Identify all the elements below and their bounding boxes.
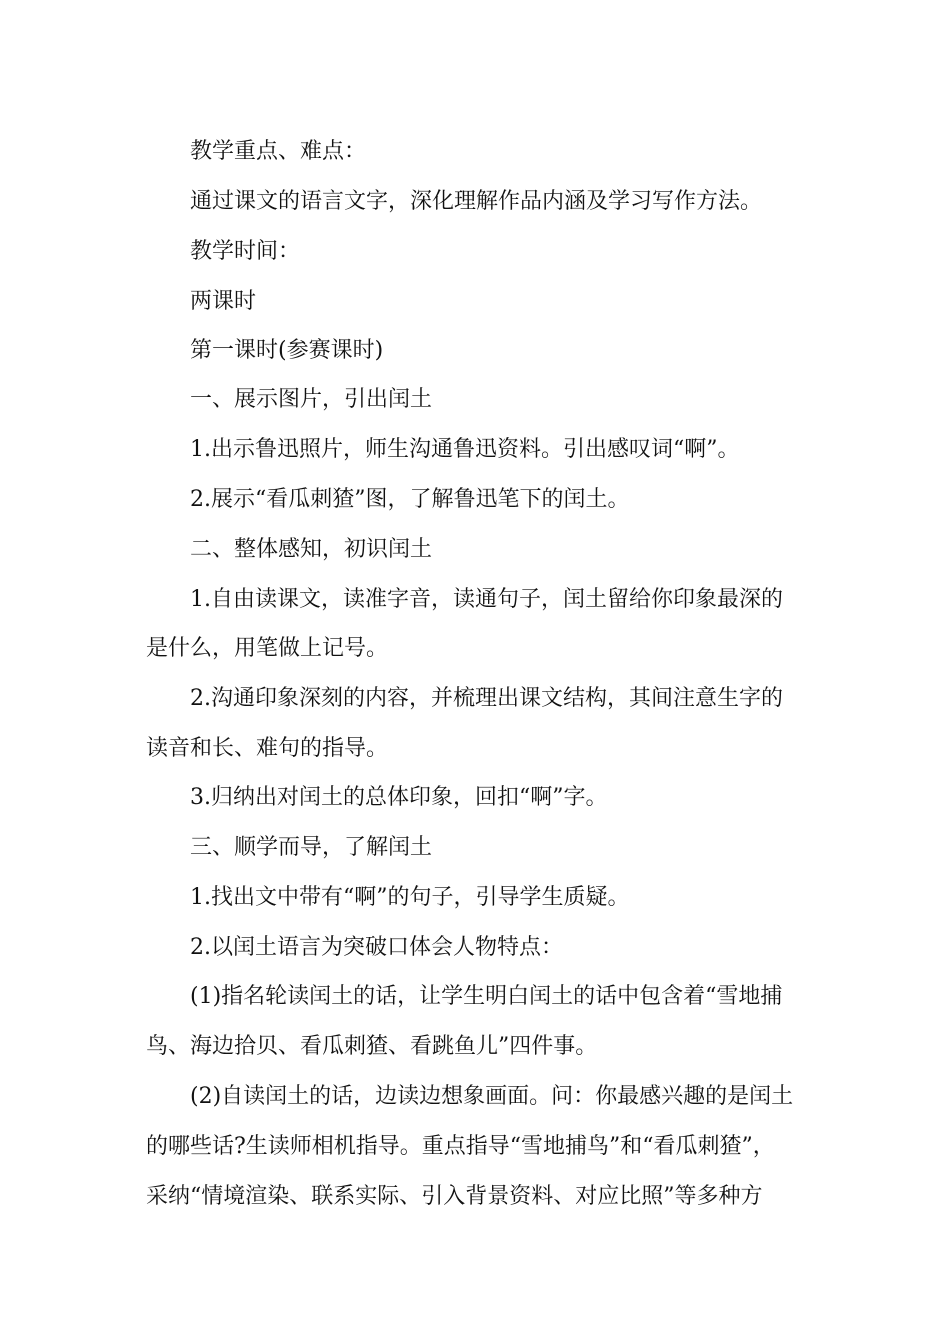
heading-first-lesson: 第一课时(参赛课时) bbox=[190, 338, 384, 363]
sub-list-item-continuation: 的哪些话?生读师相机指导。重点指导“雪地捕鸟”和“看瓜刺猹”， bbox=[146, 1134, 775, 1159]
sub-list-item: (2)自读闰土的话，边读边想象画面。问：你最感兴趣的是闰土 bbox=[190, 1084, 794, 1109]
list-item: 2.以闰土语言为突破口体会人物特点： bbox=[190, 935, 563, 960]
section-heading-3: 三、顺学而导，了解闰土 bbox=[190, 835, 433, 860]
sub-list-item-continuation: 鸟、海边拾贝、看瓜刺猹、看跳鱼儿”四件事。 bbox=[146, 1034, 598, 1059]
sub-list-item: (1)指名轮读闰土的话，让学生明白闰土的话中包含着“雪地捕 bbox=[190, 984, 783, 1009]
heading-teaching-time: 教学时间： bbox=[190, 239, 301, 264]
sub-list-item-continuation: 采纳“情境渲染、联系实际、引入背景资料、对应比照”等多种方 bbox=[146, 1184, 763, 1209]
list-item: 1.自由读课文，读准字音，读通句子，闰土留给你印象最深的 bbox=[190, 587, 783, 612]
paragraph-key-points: 通过课文的语言文字，深化理解作品内涵及学习写作方法。 bbox=[190, 189, 763, 214]
list-item-continuation: 读音和长、难句的指导。 bbox=[146, 736, 389, 761]
heading-key-points: 教学重点、难点： bbox=[190, 139, 367, 164]
list-item: 2.展示“看瓜刺猹”图，了解鲁迅笔下的闰土。 bbox=[190, 487, 630, 512]
paragraph-teaching-time: 两课时 bbox=[190, 289, 257, 314]
list-item: 3.归纳出对闰土的总体印象，回扣“啊”字。 bbox=[190, 785, 608, 810]
list-item: 1.找出文中带有“啊”的句子，引导学生质疑。 bbox=[190, 885, 630, 910]
list-item: 2.沟通印象深刻的内容，并梳理出课文结构，其间注意生字的 bbox=[190, 686, 783, 711]
section-heading-2: 二、整体感知，初识闰土 bbox=[190, 537, 433, 562]
list-item-continuation: 是什么，用笔做上记号。 bbox=[146, 636, 389, 661]
section-heading-1: 一、展示图片，引出闰土 bbox=[190, 387, 433, 412]
list-item: 1.出示鲁迅照片，师生沟通鲁迅资料。引出感叹词“啊”。 bbox=[190, 437, 740, 462]
